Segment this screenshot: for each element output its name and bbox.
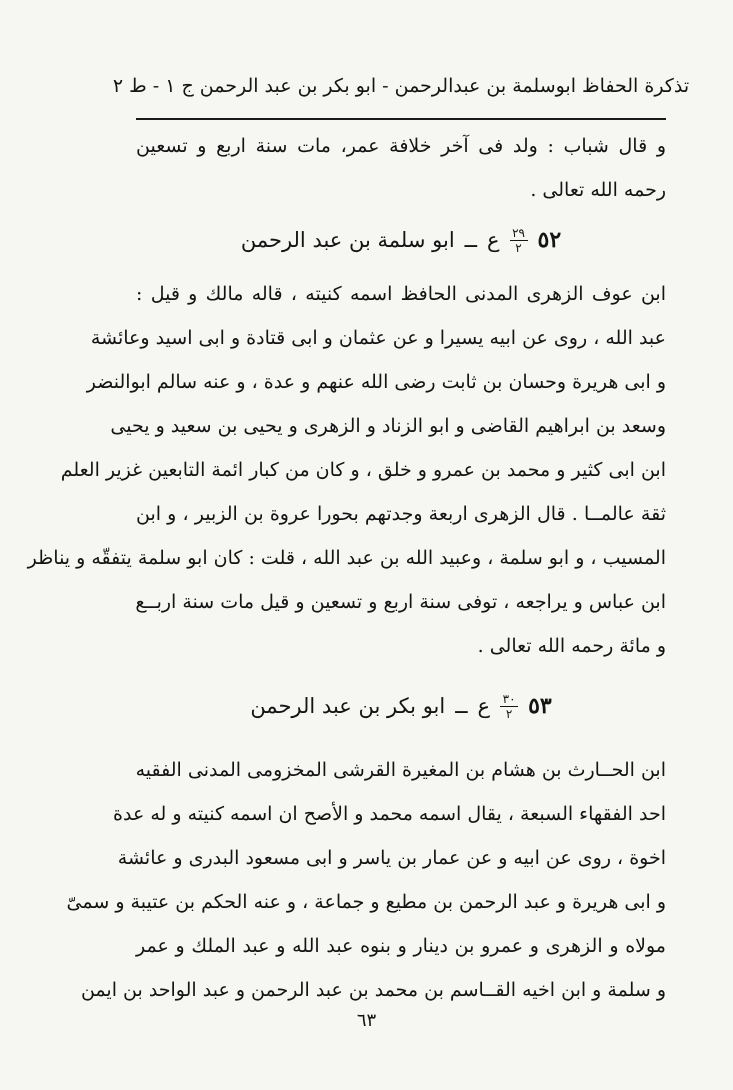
running-header: تذكرة الحفاظ ابوسلمة بن عبدالرحمن - ابو بكر بن عبد الرحمن ج ١ - ط ٢ [112,75,690,97]
fraction-bottom: ٢ [515,240,522,255]
entry-53-line: اخوة ، روى عن ابيه و عن عمار بن ياسر و ابى مسعود البدرى و عائشة [117,847,666,869]
entry-53-line: و سلمة و ابن اخيه القــاسم بن محمد بن عبد الرحمن و عبد الواحد بن ايمن [80,979,666,1001]
entry-53-heading [136,682,666,730]
entry-53-line: مولاه و الزهرى و عمرو بن دينار و بنوه عبد الله و عبد الملك و عمر [136,935,666,957]
entry-number: ٥٣ [528,693,552,719]
entry-52-line: و مائة رحمه الله تعالى . [477,635,666,657]
entry-fraction [510,227,528,254]
entry-name: ابو سلمة بن عبد الرحمن [240,228,455,252]
entry-53-line: ابن الحــارث بن هشام بن المغيرة القرشى المخزومى المدنى الفقيه [135,759,666,781]
entry-dash: ــ [464,228,477,252]
entry-52-line: و ابى هريرة وحسان بن ثابت رضى الله عنهم و عدة ، و عنه سالم ابوالنضر [86,371,666,393]
entry-52-line: ابن عوف الزهرى المدنى الحافظ اسمه كنيته ، قاله مالك و قيل : [136,283,666,305]
entry-52-line: وسعد بن ابراهيم القاضى و ابو الزناد و الزهرى و يحيى بن سعيد و يحيى [110,415,666,437]
intro-line-1: و قال شباب : ولد فى آخر خلافة عمر، مات سنة اربع و تسعين [136,135,666,157]
page-number: ٦٣ [356,1010,377,1031]
entry-dash: ــ [455,694,468,718]
entry-fraction [500,693,518,720]
entry-52-heading [136,216,666,264]
header-rule [136,118,666,120]
entry-52-line: ابن ابى كثير و محمد بن عمرو و خلق ، و كان من كبار ائمة التابعين غزير العلم [60,459,666,481]
intro-line-2: رحمه الله تعالى . [530,179,666,201]
entry-52-line: المسيب ، و ابو سلمة ، وعبيد الله بن عبد الله ، قلت : كان ابو سلمة يتفقّه و يناظر [27,547,666,569]
entry-number: ٥٢ [537,227,562,253]
entry-53-line: و ابى هريرة و عبد الرحمن بن مطيع و جماعة ، و عنه الحكم بن عتيبة و سمىّ [66,891,666,913]
fraction-top: ٣٠ [502,691,516,706]
entry-52-line: عبد الله ، روى عن ابيه يسيرا و عن عثمان و ابى قتادة و ابى اسيد وعائشة [90,327,666,349]
entry-52-line: ثقة عالمــا . قال الزهرى اربعة وجدتهم بحورا عروة بن الزبير ، و ابن [136,503,666,525]
entry-code: ع [477,694,491,718]
entry-name: ابو بكر بن عبد الرحمن [250,694,446,718]
entry-53-line: احد الفقهاء السبعة ، يقال اسمه محمد و الأصح ان اسمه كنيته و له عدة [113,803,666,825]
entry-code: ع [486,228,500,252]
entry-52-line: ابن عباس و يراجعه ، توفى سنة اربع و تسعين و قيل مات سنة اربــع [135,591,666,613]
fraction-top: ٢٩ [512,225,525,240]
fraction-bottom: ٢ [505,706,513,721]
